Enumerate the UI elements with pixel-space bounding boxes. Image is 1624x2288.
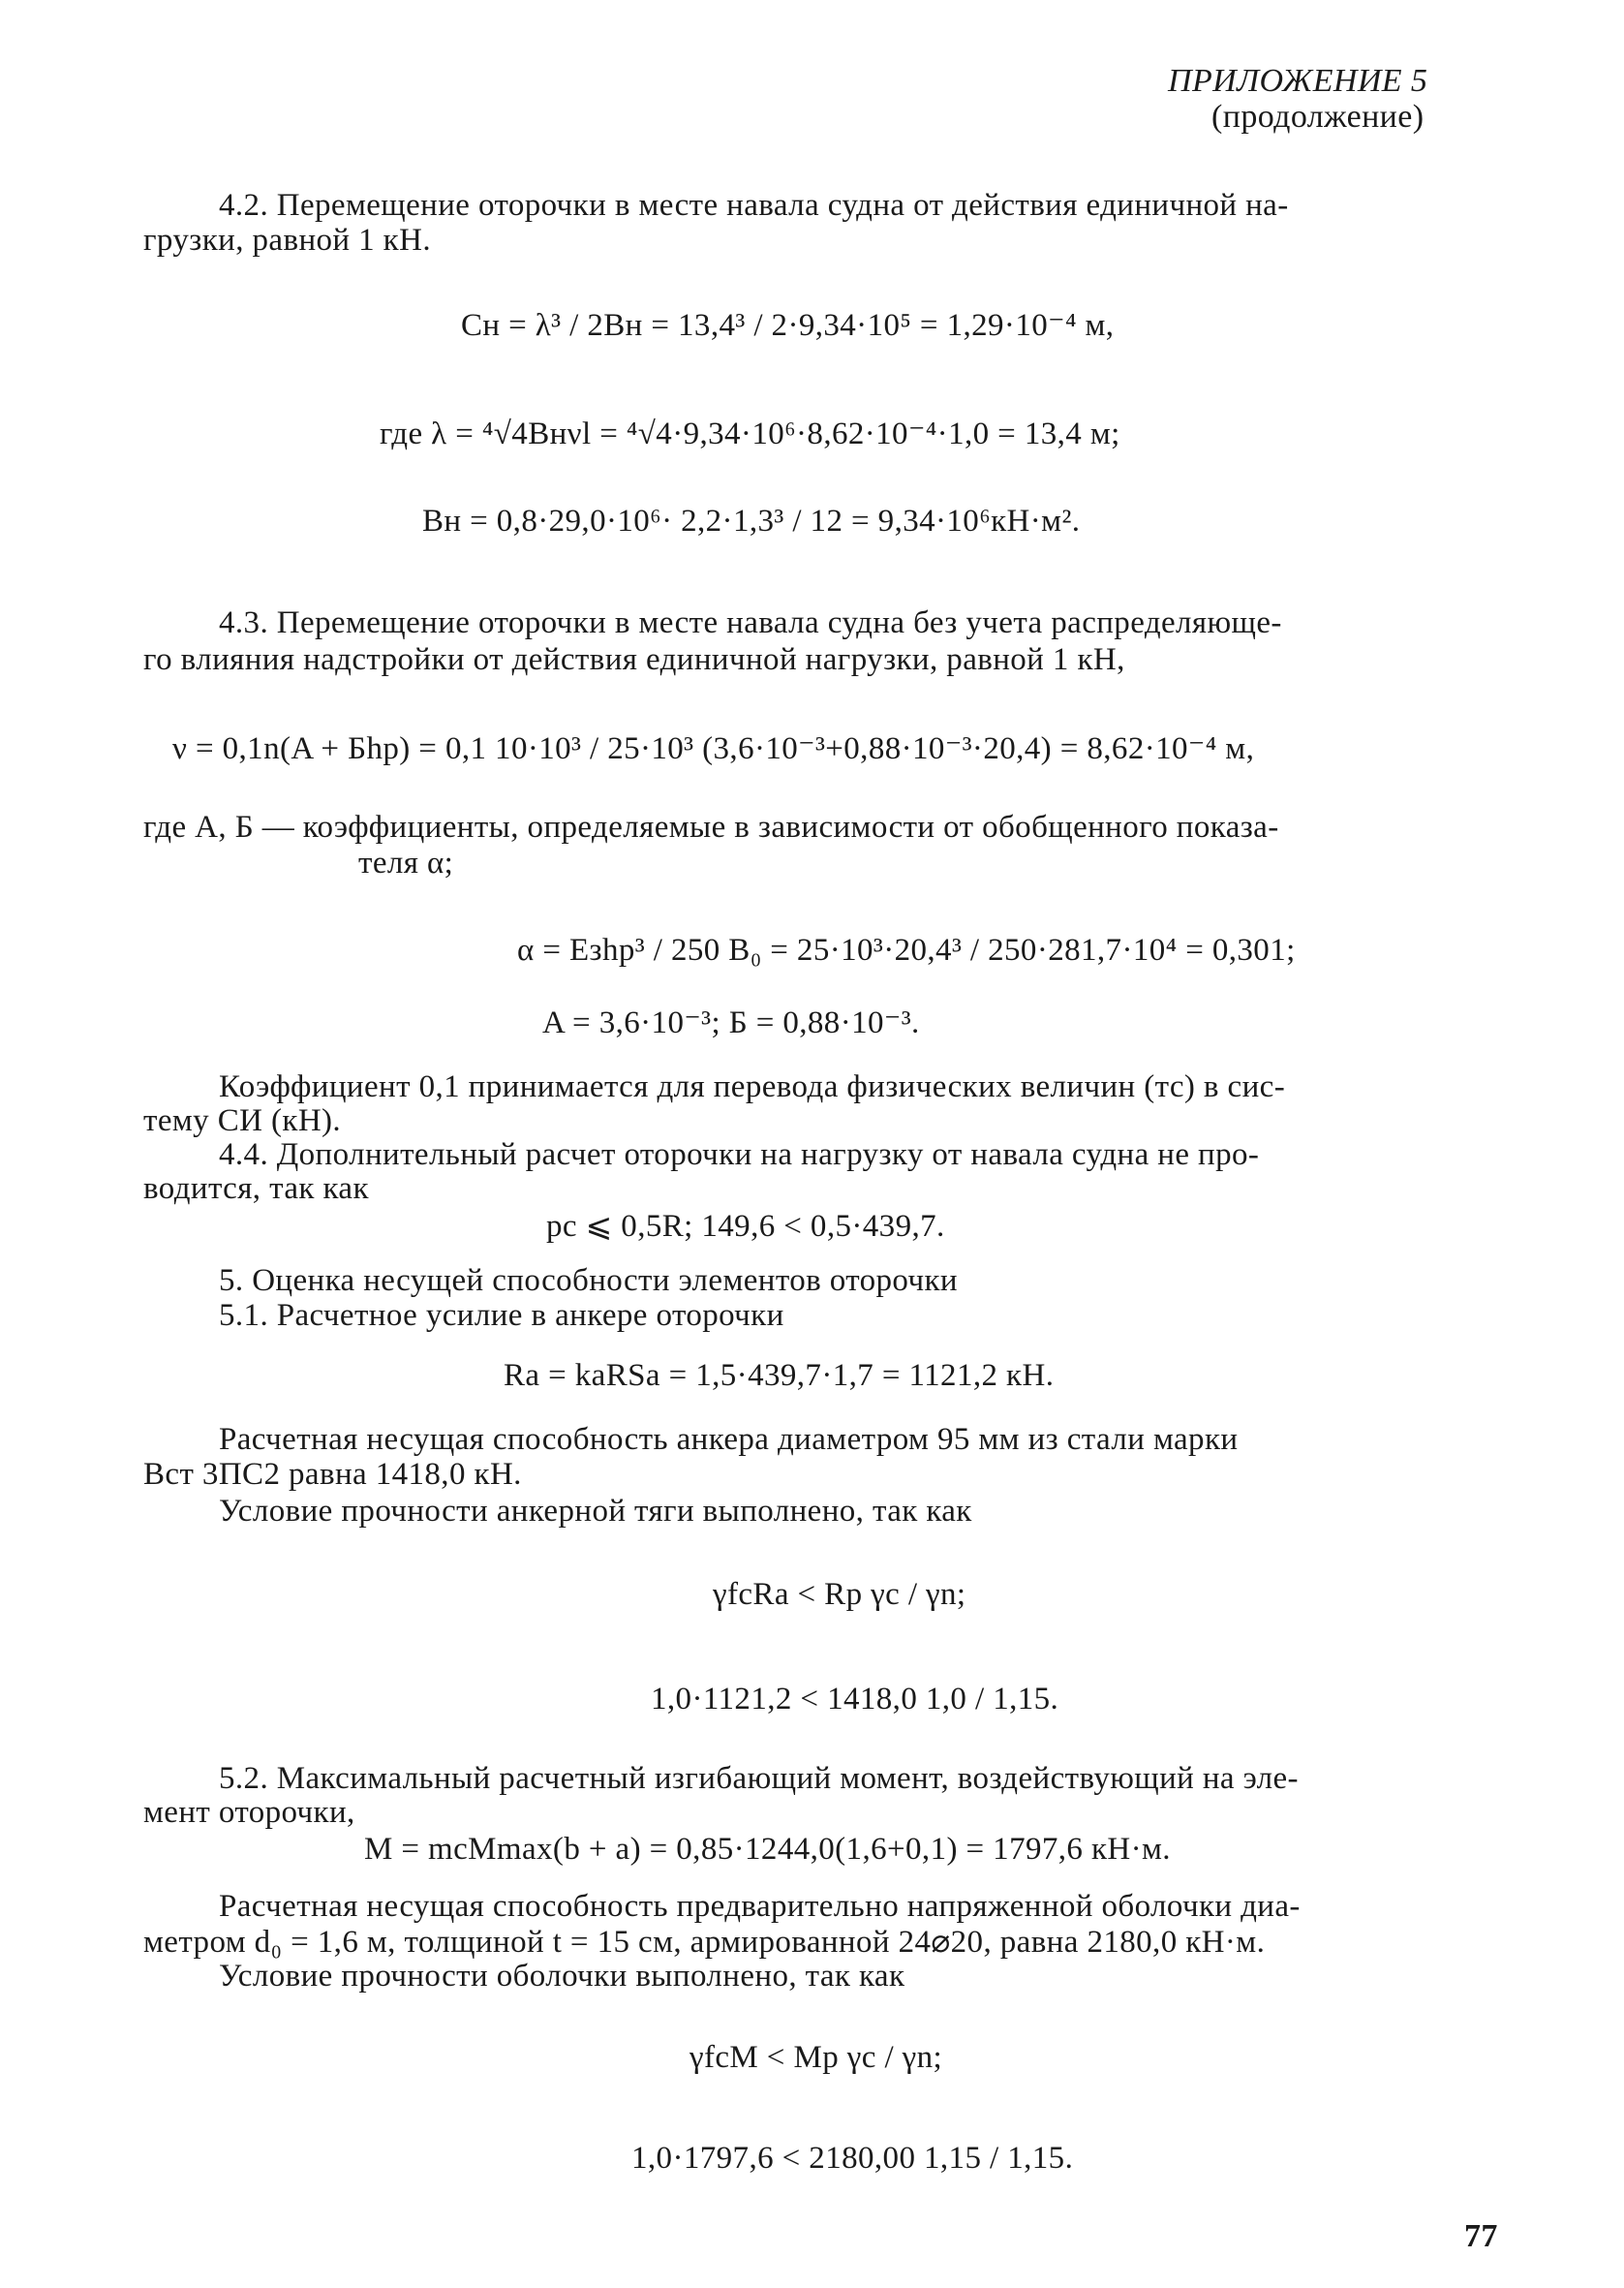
- text-line: го влияния надстройки от действия единичной нагрузки, равной 1 кН,: [143, 642, 1125, 677]
- formula: Rа = kаRSа = 1,5·439,7·1,7 = 1121,2 кН.: [504, 1358, 1055, 1393]
- text-line: 5.2. Максимальный расчетный изгибающий момент, воздействующий на эле-: [219, 1761, 1299, 1796]
- text-line: Расчетная несущая способность предварительно напряженной оболочки диа-: [219, 1889, 1301, 1924]
- formula: Bн = 0,8·29,0·10⁶· 2,2·1,3³ / 12 = 9,34·10⁶кН·м².: [422, 504, 1081, 539]
- formula: 1,0·1121,2 < 1418,0 1,0 / 1,15.: [651, 1682, 1059, 1716]
- formula: ν = 0,1n(A + Бhр) = 0,1 10·10³ / 25·10³ (3,6·10⁻³+0,88·10⁻³·20,4) = 8,62·10⁻⁴ м,: [172, 731, 1255, 766]
- text-line: теля α;: [358, 846, 454, 881]
- text-line: Расчетная несущая способность анкера диаметром 95 мм из стали марки: [219, 1422, 1239, 1457]
- text-line: Коэффициент 0,1 принимается для перевода физических величин (тс) в сис-: [219, 1069, 1286, 1104]
- text-line: Вст 3ПС2 равна 1418,0 кН.: [143, 1457, 522, 1492]
- text-line: 4.4. Дополнительный расчет оторочки на нагрузку от навала судна не про-: [219, 1137, 1260, 1172]
- text-line: 5.1. Расчетное усилие в анкере оторочки: [219, 1298, 784, 1333]
- formula: γfcM < Mр γc / γn;: [689, 2040, 943, 2075]
- text-line: мент оторочки,: [143, 1795, 355, 1830]
- text-line: 5. Оценка несущей способности элементов оторочки: [219, 1263, 958, 1298]
- text-line: водится, так как: [143, 1171, 369, 1206]
- text-line: грузки, равной 1 кН.: [143, 223, 431, 258]
- formula: γfcRа < Rр γc / γn;: [713, 1577, 966, 1612]
- text-line: тему СИ (кН).: [143, 1103, 342, 1138]
- text-line: 4.3. Перемещение оторочки в месте навала судна без учета распределяюще-: [219, 605, 1282, 640]
- page-header-subtitle: (продолжение): [1211, 99, 1425, 135]
- text-line: где A, Б — коэффициенты, определяемые в зависимости от обобщенного показа-: [143, 810, 1279, 845]
- text-line: Условие прочности оболочки выполнено, так как: [219, 1959, 905, 1994]
- formula: α = Eзhр³ / 250 B₀ = 25·10³·20,4³ / 250·281,7·10⁴ = 0,301;: [517, 933, 1296, 968]
- formula: Cн = λ³ / 2Bн = 13,4³ / 2·9,34·10⁵ = 1,29·10⁻⁴ м,: [461, 308, 1115, 343]
- page-header-title: ПРИЛОЖЕНИЕ 5: [1168, 63, 1428, 99]
- formula: 1,0·1797,6 < 2180,00 1,15 / 1,15.: [631, 2141, 1074, 2176]
- page-number: 77: [1464, 2218, 1498, 2254]
- formula: A = 3,6·10⁻³; Б = 0,88·10⁻³.: [542, 1005, 920, 1040]
- formula: M = mcMmax(b + a) = 0,85·1244,0(1,6+0,1) = 1797,6 кН·м.: [364, 1832, 1171, 1867]
- formula: pс ⩽ 0,5R; 149,6 < 0,5·439,7.: [546, 1209, 945, 1244]
- formula: где λ = ⁴√4Bнνl = ⁴√4·9,34·10⁶·8,62·10⁻⁴·1,0 = 13,4 м;: [380, 417, 1120, 451]
- text-line: Условие прочности анкерной тяги выполнено, так как: [219, 1494, 972, 1529]
- text-line: 4.2. Перемещение оторочки в месте навала судна от действия единичной на-: [219, 188, 1289, 223]
- text-line: метром d₀ = 1,6 м, толщиной t = 15 см, армированной 24⌀20, равна 2180,0 кН·м.: [143, 1925, 1266, 1960]
